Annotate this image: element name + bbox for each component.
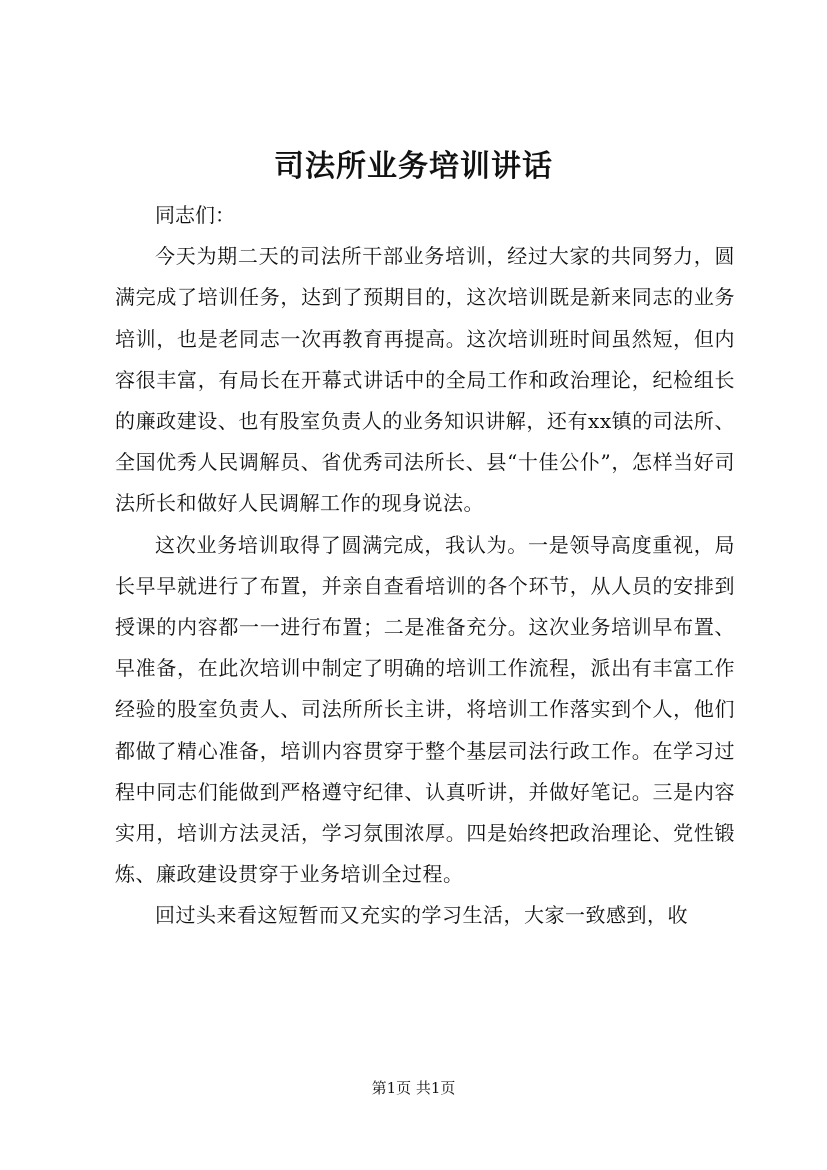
paragraph: 这次业务培训取得了圆满完成，我认为。一是领导高度重视，局长早早就进行了布置，并亲自查看培训的各个环节，从人员的安排到授课的内容都一一进行布置；二是准备充分。这次业务培训早布置、早准备，在此次培训中制定了明确的培训工作流程，派出有丰富工作经验的股室负责人、司法所所长主讲，将培训工作落实到个人，他们都做了精心准备，培训内容贯穿于整个基层司法行政工作。在学习过程中同志们能做到严格遵守纪律、认真听讲，并做好笔记。三是内容实用，培训方法灵活，学习氛围浓厚。四是始终把政治理论、党性锻炼、廉政建设贯穿于业务培训全过程。: [115, 532, 735, 887]
paragraph: 今天为期二天的司法所干部业务培训，经过大家的共同努力，圆满完成了培训任务，达到了预期目的，这次培训既是新来同志的业务培训，也是老同志一次再教育再提高。这次培训班时间虽然短，但内容很丰富，有局长在开幕式讲话中的全局工作和政治理论，纪检组长的廉政建设、也有股室负责人的业务知识讲解，还有xx镇的司法所、全国优秀人民调解员、省优秀司法所长、县“十佳公仆”，怎样当好司法所长和做好人民调解工作的现身说法。: [115, 244, 735, 516]
page-number-footer: 第1页 共1页: [371, 1079, 456, 1097]
paragraph: 回过头来看这短暂而又充实的学习生活，大家一致感到，收: [155, 903, 688, 928]
page-title: 司法所业务培训讲话: [274, 149, 553, 184]
document-body: [115, 195, 735, 937]
salutation: 同志们：: [155, 203, 235, 227]
